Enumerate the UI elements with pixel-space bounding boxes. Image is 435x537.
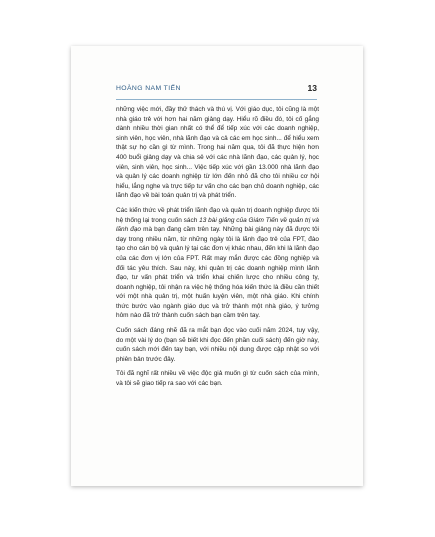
book-title-italic: 13 bài giảng của Giám Tiến về quản trị và lãnh đạo [116, 216, 319, 234]
paragraph-3: Cuốn sách đáng nhẽ đã ra mắt bạn đọc vào cuối năm 2024, tuy vậy, do một vài lý do (bạn sẽ biết khi đọc đến phần cuối sách) đến giờ này, cuốn sách mới đến tay bạn, với nhiều nội dung được cập nhật so với phiên bản trước đây. [116, 327, 319, 363]
running-header [116, 83, 317, 100]
page-body [116, 105, 319, 394]
paragraph-2 [116, 206, 319, 321]
book-page [71, 46, 363, 486]
paragraph-4: Tôi đã nghĩ rất nhiều về việc độc giả muốn gì từ cuốn sách của mình, và tôi sẽ giao tiếp ra sao với các bạn. [116, 370, 319, 388]
author-name: HOÀNG NAM TIẾN [116, 85, 181, 92]
paragraph-2-text-a: Các kiến thức về phát triển lãnh đạo và quản trị doanh nghiệp được tôi hệ thống lại trong cuốn sách [116, 206, 319, 224]
paragraph-2-text-b: mà bạn đang cầm trên tay. Những bài giảng này đã được tôi dạy trong nhiều năm, từ những ngày tôi là lãnh đạo trẻ của FPT, đào tạo cho cán bộ và quản lý tại các đơn vị khác nhau, đến khi là lãnh đạo của các đơn vị lớn của FPT. Rất may mắn được các đồng nghiệp và đối tác yêu thích. Sau này, khi quản trị các doanh nghiệp mình lãnh đạo, tư vấn phát triển và triển khai chiến lược cho nhiều công ty, doanh nghiệp, tôi nhận ra việc hệ thống hóa kiến thức là điều cần thiết với một nhà quản trị, một huấn luyện viên, một nhà giáo. Khi chính thức bước vào ngành giáo dục và trở thành một nhà giáo, ý tưởng hôm nào đã trở thành cuốn sách bạn cầm trên tay. [116, 226, 319, 320]
page-number: 13 [307, 83, 317, 93]
paragraph-1: những việc mới, đầy thử thách và thú vị. Với giáo dục, tôi cũng là một nhà giáo trẻ với hơn hai năm giảng dạy. Hiểu rõ điều đó, tôi cố gắng dành nhiều thời gian nhất có thể để tiếp xúc với các doanh nghiệp, sinh viên, học viên, nhà lãnh đạo và cả các em học sinh... để hiểu xem thật sự họ cần gì từ mình. Trong hai năm qua, tôi đã thực hiện hơn 400 buổi giảng dạy và chia sẻ với các nhà lãnh đạo, các quản lý, học viên, sinh viên, học sinh... Việc tiếp xúc với gần 13.000 nhà lãnh đạo và quản lý các doanh nghiệp từ lớn đến nhỏ đã cho tôi nhiều cơ hội hiểu, lắng nghe và trực tiếp tư vấn cho các bạn chủ doanh nghiệp, các lãnh đạo về bài toán quản trị và phát triển. [116, 106, 319, 200]
